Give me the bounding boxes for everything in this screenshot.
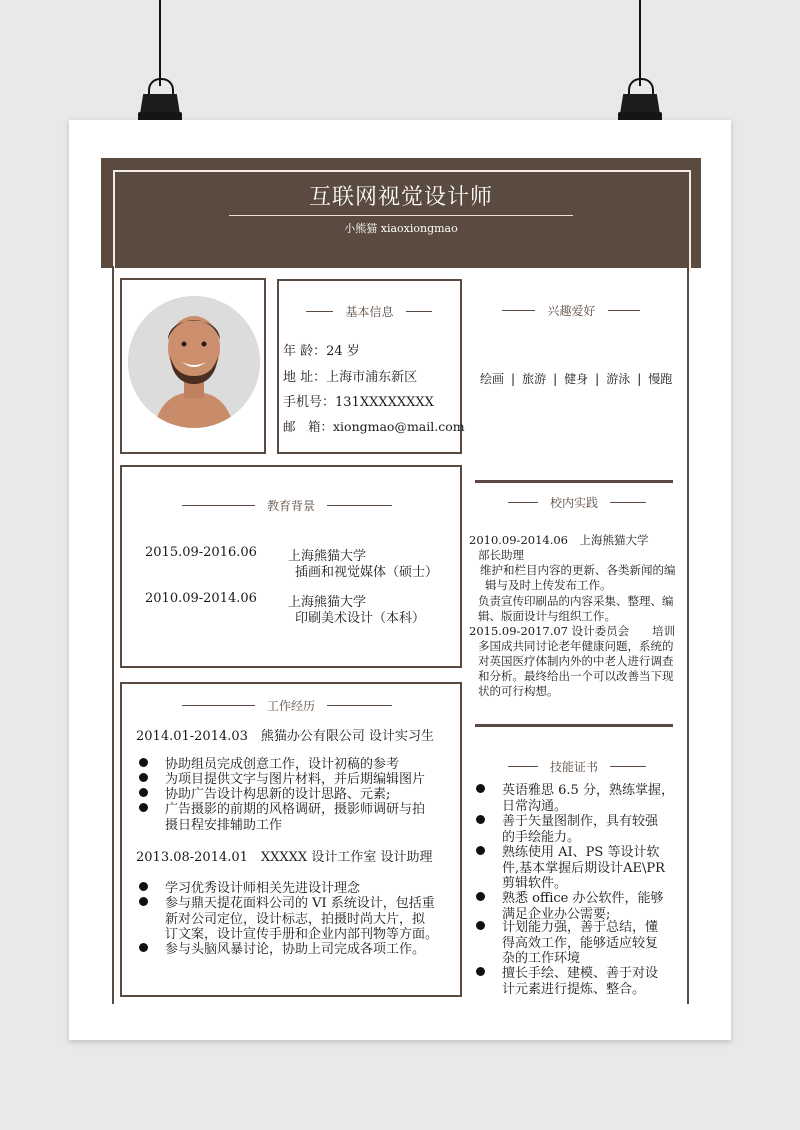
skill-item-cont: 满足企业办公需要; [502, 907, 611, 922]
job-duty: 参与鼎天提花面料公司的 VI 系统设计，包括重 [165, 896, 435, 911]
job-title: 2014.01-2014.03 熊猫办公有限公司 设计实习生 [136, 729, 435, 744]
avatar-portrait [128, 296, 260, 428]
bullet-icon [139, 803, 148, 812]
binder-clip-right [615, 0, 665, 140]
skills-title-text: 技能证书 [538, 758, 610, 775]
skill-item: 计划能力强，善于总结，懂 [502, 920, 659, 935]
skill-item-cont: 杂的工作环境 [502, 951, 581, 966]
bullet-icon [139, 788, 148, 797]
info-email: 邮 箱：xiongmao@mail.com [283, 419, 465, 434]
hobby-item: 绘画 [480, 372, 505, 386]
bullet-icon [139, 882, 148, 891]
job-duty: 协助广告设计构思新的设计思路、元素; [165, 787, 391, 802]
hobby-item: 健身 [564, 372, 589, 386]
hobby-separator: | [595, 372, 600, 386]
outer-frame-right [687, 266, 689, 1004]
skill-item: 熟练使用 AI、PS 等设计软 [502, 845, 660, 860]
binder-clip-left [135, 0, 185, 140]
skill-item-cont: 件,基本掌握后期设计AE\PR [502, 861, 665, 876]
hobby-list [480, 370, 672, 387]
skill-item-cont: 日常沟通。 [502, 799, 568, 814]
job-duty: 学习优秀设计师相关先进设计理念 [165, 881, 361, 896]
edu-school: 上海熊猫大学 [288, 549, 367, 564]
skill-item-cont: 计元素进行提炼、整合。 [502, 982, 646, 997]
outer-frame-left [112, 266, 114, 1004]
skill-item: 熟悉 office 办公软件，能够 [502, 891, 664, 906]
edu-period: 2015.09-2016.06 [145, 545, 257, 560]
campus-line: 负责宣传印刷品的内容采集、整理、编 [478, 594, 674, 608]
skills-title [475, 758, 673, 775]
edu-major: 插画和视觉媒体（硕士） [295, 565, 439, 580]
bullet-icon [476, 815, 485, 824]
job-duty: 广告摄影的前期的风格调研，摄影师调研与拍 [165, 802, 426, 817]
skill-item-cont: 剪辑软件。 [502, 876, 568, 891]
campus-line: 状的可行构想。 [478, 684, 559, 698]
campus-line: 2015.09-2017.07 设计委员会 培训 [469, 624, 676, 638]
bullet-icon [139, 897, 148, 906]
campus-line: 维护和栏目内容的更新、各类新闻的编 [480, 563, 676, 577]
skill-item: 英语雅思 6.5 分，熟练掌握， [502, 783, 674, 798]
campus-title [475, 494, 673, 511]
skill-item: 擅长手绘、建模、善于对设 [502, 966, 659, 981]
education-title [120, 497, 462, 514]
basic-info-title [277, 303, 462, 320]
resume-header [101, 158, 701, 268]
work-title-text: 工作经历 [255, 697, 327, 714]
campus-line: 部长助理 [478, 548, 524, 562]
campus-line: 2010.09-2014.06 上海熊猫大学 [469, 533, 649, 547]
campus-top-rule [475, 480, 673, 483]
hobby-title-text: 兴趣爱好 [535, 302, 607, 319]
education-title-text: 教育背景 [255, 497, 327, 514]
campus-line: 辑与及时上传发布工作。 [485, 578, 612, 592]
bullet-icon [139, 773, 148, 782]
bullet-icon [476, 967, 485, 976]
info-age: 年 龄：24 岁 [283, 344, 360, 359]
hobby-separator: | [511, 372, 516, 386]
campus-line: 和分析。最终给出一个可以改善当下现 [478, 669, 674, 683]
info-phone: 手机号：131XXXXXXXX [283, 395, 434, 410]
job-duty: 参与头脑风暴讨论，协助上司完成各项工作。 [165, 942, 426, 957]
job-title: 2013.08-2014.01 XXXXX 设计工作室 设计助理 [136, 850, 433, 865]
resume-name: 小熊猫 xiaoxiongmao [344, 222, 458, 235]
hobby-title [475, 302, 668, 319]
bullet-icon [139, 943, 148, 952]
job-duty-cont: 订文案，设计宣传手册和企业内部刊物等方面。 [165, 927, 439, 942]
skills-top-rule [475, 724, 673, 727]
profile-photo [128, 296, 260, 428]
skill-item-cont: 的手绘能力。 [502, 830, 581, 845]
edu-period: 2010.09-2014.06 [145, 591, 257, 606]
header-divider [229, 215, 573, 216]
skill-item-cont: 得高效工作，能够适应较复 [502, 936, 659, 951]
bullet-icon [476, 846, 485, 855]
edu-school: 上海熊猫大学 [288, 595, 367, 610]
skill-item: 善于矢量图制作，具有较强 [502, 814, 659, 829]
hobby-item: 游泳 [606, 372, 631, 386]
bullet-icon [139, 758, 148, 767]
hobby-separator: | [553, 372, 558, 386]
info-address: 地 址：上海市浦东新区 [283, 370, 418, 385]
hobby-separator: | [637, 372, 642, 386]
bullet-icon [476, 784, 485, 793]
campus-line: 多国成共同讨论老年健康问题，系统的 [478, 639, 674, 653]
basic-info-title-text: 基本信息 [333, 303, 405, 320]
bullet-icon [476, 921, 485, 930]
campus-line: 辑、版面设计与组织工作。 [478, 609, 616, 623]
hobby-item: 旅游 [522, 372, 547, 386]
job-duty-cont: 新对公司定位，设计标志，拍摄时尚大片，拟 [165, 912, 426, 927]
campus-line: 对英国医疗体制内外的中老人进行调查 [478, 654, 674, 668]
job-duty-cont: 摄日程安排辅助工作 [165, 818, 283, 833]
work-title [120, 697, 462, 714]
job-duty: 协助组员完成创意工作，设计初稿的参考 [165, 757, 400, 772]
edu-major: 印刷美术设计（本科） [295, 611, 426, 626]
resume-title: 互联网视觉设计师 [308, 185, 493, 210]
bullet-icon [476, 892, 485, 901]
hobby-item: 慢跑 [648, 372, 673, 386]
campus-title-text: 校内实践 [538, 494, 610, 511]
job-duty: 为项目提供文字与图片材料，并后期编辑图片 [165, 772, 426, 787]
